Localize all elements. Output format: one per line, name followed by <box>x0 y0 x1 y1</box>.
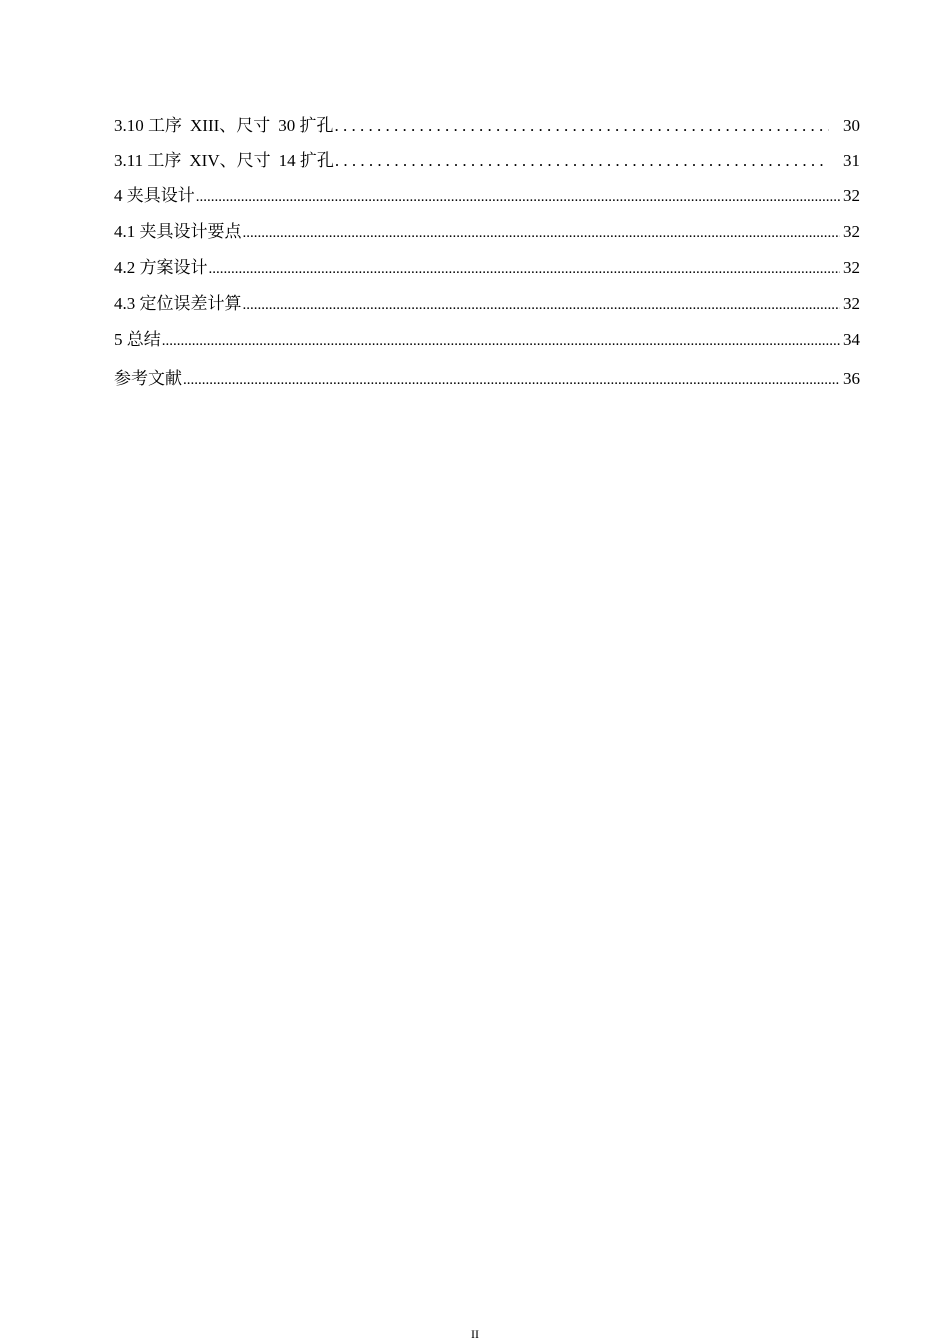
toc-entry-page: 34 <box>843 330 860 349</box>
toc-entry-label: 夹具设计 <box>126 186 195 205</box>
toc-entry-4-2[interactable] <box>114 258 860 279</box>
dot-leader <box>162 330 840 351</box>
dot-leader <box>183 369 840 390</box>
dot-leader <box>243 294 841 315</box>
toc-entry-label: 方案设计 <box>139 258 208 277</box>
toc-entry-label: 定位误差计算 <box>139 294 242 313</box>
toc-entry-page: 31 <box>843 151 860 170</box>
toc-entry-title <box>114 330 161 350</box>
toc-entry-title <box>114 369 182 389</box>
toc-entry-page: 30 <box>843 116 860 135</box>
toc-entry-number: 3.10 <box>114 116 144 135</box>
toc-entry-5[interactable] <box>114 330 860 351</box>
toc-entry-4-1[interactable] <box>114 222 860 243</box>
toc-entry-title-part: XIV、尺寸 <box>189 151 271 170</box>
toc-entry-title-part: XIII、尺寸 <box>190 116 271 135</box>
dot-leader <box>196 186 840 207</box>
page-number: II <box>471 1327 479 1341</box>
toc-entry-page: 32 <box>843 258 860 277</box>
toc-entry-title-part: 30 扩孔 <box>278 116 334 135</box>
dot-leader <box>335 151 829 171</box>
toc-entry-title <box>114 294 242 314</box>
toc-entry-references[interactable] <box>114 369 860 390</box>
toc-entry-3-11[interactable] <box>114 151 860 171</box>
toc-entry-title <box>114 151 334 171</box>
toc-entry-label: 夹具设计要点 <box>139 222 242 241</box>
toc-entry-page: 32 <box>843 186 860 205</box>
toc-entry-title-part: 14 扩孔 <box>278 151 334 170</box>
dot-leader <box>243 222 841 243</box>
toc-entry-number: 4.1 <box>114 222 136 241</box>
toc-entry-page: 32 <box>843 294 860 313</box>
toc-entry-title-part: 工序 <box>148 116 182 135</box>
toc-entry-number: 5 <box>114 330 123 349</box>
toc-entry-page: 36 <box>843 369 860 388</box>
toc-entry-label: 参考文献 <box>114 369 182 388</box>
toc-entry-title <box>114 116 334 136</box>
toc-entry-title <box>114 222 242 242</box>
toc-entry-number: 4.2 <box>114 258 136 277</box>
table-of-contents <box>114 116 860 390</box>
dot-leader <box>209 258 841 279</box>
toc-entry-number: 3.11 <box>114 151 144 170</box>
toc-entry-4[interactable] <box>114 186 860 207</box>
toc-entry-title <box>114 186 195 206</box>
toc-entry-4-3[interactable] <box>114 294 860 315</box>
toc-entry-number: 4 <box>114 186 123 205</box>
toc-entry-title-part: 工序 <box>147 151 182 170</box>
toc-entry-label: 总结 <box>126 330 161 349</box>
dot-leader <box>335 116 829 136</box>
toc-entry-3-10[interactable] <box>114 116 860 136</box>
toc-entry-page: 32 <box>843 222 860 241</box>
toc-entry-number: 4.3 <box>114 294 136 313</box>
toc-entry-title <box>114 258 208 278</box>
